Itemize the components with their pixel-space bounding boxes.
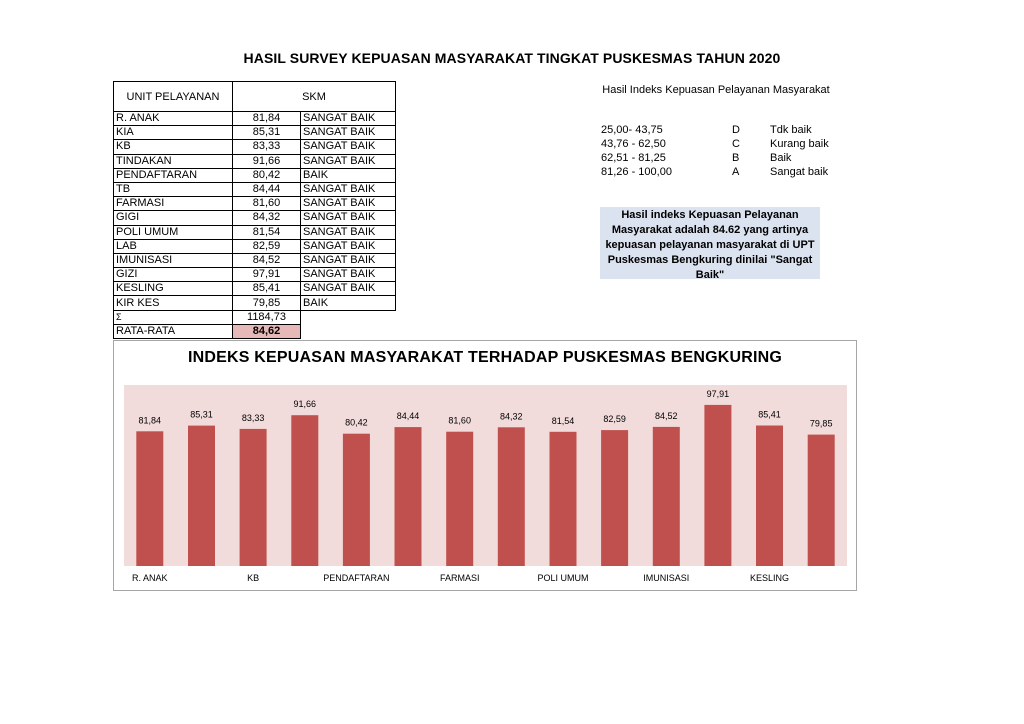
table-row: [114, 268, 396, 282]
data-label: 85,41: [758, 409, 781, 420]
bar-farmasi: [446, 432, 473, 566]
grade-description: Tdk baik: [770, 124, 812, 136]
unit-cell: KIA: [114, 126, 233, 140]
score-cell: 97,91: [233, 268, 301, 282]
x-tick-label: R. ANAK: [132, 573, 168, 583]
table-row: [114, 126, 396, 140]
unit-cell: R. ANAK: [114, 112, 233, 126]
average-label: RATA-RATA: [114, 324, 233, 338]
score-cell: 85,31: [233, 126, 301, 140]
score-cell: 83,33: [233, 140, 301, 154]
table-row: [114, 253, 396, 267]
grade-range: 25,00- 43,75: [601, 124, 663, 136]
grade-cell: SANGAT BAIK: [301, 182, 396, 196]
data-label: 84,52: [655, 410, 678, 421]
unit-cell: KB: [114, 140, 233, 154]
bar-lab: [601, 430, 628, 566]
grade-cell: SANGAT BAIK: [301, 140, 396, 154]
table-row: [114, 112, 396, 126]
grade-cell: SANGAT BAIK: [301, 112, 396, 126]
data-label: 97,91: [706, 388, 730, 399]
data-label: 85,31: [190, 409, 213, 420]
unit-cell: LAB: [114, 239, 233, 253]
unit-cell: FARMASI: [114, 197, 233, 211]
chart-title: INDEKS KEPUASAN MASYARAKAT TERHADAP PUSKESMAS BENGKURING: [187, 349, 783, 366]
table-row: [114, 211, 396, 225]
score-cell: 84,52: [233, 253, 301, 267]
grade-description: Baik: [770, 152, 792, 164]
bar-chart: [114, 341, 858, 592]
unit-cell: TB: [114, 182, 233, 196]
grade-cell: SANGAT BAIK: [301, 253, 396, 267]
x-tick-label: KESLING: [749, 573, 790, 583]
data-label: 91,66: [293, 399, 317, 410]
legend-title: Hasil Indeks Kepuasan Pelayanan Masyarakat: [602, 84, 830, 96]
data-label: 81,54: [551, 415, 575, 426]
bar-gigi: [498, 427, 525, 566]
grade-cell: SANGAT BAIK: [301, 126, 396, 140]
unit-cell: GIZI: [114, 268, 233, 282]
bar-kesling: [756, 426, 783, 567]
grade-code: A: [732, 166, 740, 178]
data-label: 83,33: [241, 412, 265, 423]
x-tick-label: POLI UMUM: [537, 573, 589, 583]
grade-code: D: [732, 124, 740, 136]
grade-code: C: [732, 138, 740, 150]
data-label: 81,84: [138, 415, 162, 426]
unit-cell: GIGI: [114, 211, 233, 225]
col-header-unit: UNIT PELAYANAN: [114, 82, 233, 112]
score-cell: 85,41: [233, 282, 301, 296]
sum-label: Σ: [114, 310, 233, 324]
score-cell: 79,85: [233, 296, 301, 310]
grade-description: Sangat baik: [770, 166, 829, 178]
grade-row: [601, 166, 841, 180]
grade-row: [601, 138, 841, 152]
grade-cell: SANGAT BAIK: [301, 211, 396, 225]
grade-range: 43,76 - 62,50: [601, 138, 666, 150]
page-title: HASIL SURVEY KEPUASAN MASYARAKAT TINGKAT PUSKESMAS TAHUN 2020: [243, 50, 781, 66]
x-tick-label: KB: [247, 573, 260, 583]
grade-range: 62,51 - 81,25: [601, 152, 666, 164]
data-label: 79,85: [809, 418, 833, 429]
verdict-box: Hasil indeks Kepuasan Pelayanan Masyarakat adalah 84.62 yang artinya kepuasan pelayanan masyarakat di UPT Puskesmas Bengkuring dinilai "Sangat Baik": [600, 207, 820, 279]
unit-cell: POLI UMUM: [114, 225, 233, 239]
score-cell: 84,44: [233, 182, 301, 196]
unit-cell: TINDAKAN: [114, 154, 233, 168]
bar-kb: [240, 429, 267, 566]
grade-cell: SANGAT BAIK: [301, 154, 396, 168]
bar-gizi: [704, 405, 731, 566]
bar-kia: [188, 426, 215, 566]
unit-cell: IMUNISASI: [114, 253, 233, 267]
data-label: 81,60: [448, 415, 471, 426]
average-value: 84,62: [233, 324, 301, 338]
table-row: [114, 239, 396, 253]
x-tick-label: IMUNISASI: [643, 573, 690, 583]
grade-legend: [601, 124, 841, 180]
bar-r-anak: [136, 431, 163, 566]
grade-cell: BAIK: [301, 168, 396, 182]
bar-poli-umum: [550, 432, 577, 566]
table-row: [114, 168, 396, 182]
table-row: [114, 182, 396, 196]
unit-cell: PENDAFTARAN: [114, 168, 233, 182]
skm-table: [113, 81, 396, 339]
data-label: 80,42: [345, 417, 368, 428]
bar-pendaftaran: [343, 434, 370, 566]
bar-tb: [395, 427, 422, 566]
table-row: [114, 225, 396, 239]
unit-cell: KESLING: [114, 282, 233, 296]
table-row: [114, 282, 396, 296]
col-header-skm: SKM: [233, 82, 396, 112]
score-cell: 84,32: [233, 211, 301, 225]
chart-container: [113, 340, 857, 591]
table-row: [114, 296, 396, 310]
score-cell: 91,66: [233, 154, 301, 168]
score-cell: 81,60: [233, 197, 301, 211]
bar-tindakan: [291, 415, 318, 566]
x-tick-label: FARMASI: [439, 573, 480, 583]
bar-imunisasi: [653, 427, 680, 566]
score-cell: 80,42: [233, 168, 301, 182]
grade-cell: BAIK: [301, 296, 396, 310]
grade-cell: SANGAT BAIK: [301, 225, 396, 239]
bar-kir-kes: [808, 435, 835, 566]
score-cell: 81,84: [233, 112, 301, 126]
data-label: 84,44: [396, 411, 420, 422]
grade-cell: SANGAT BAIK: [301, 239, 396, 253]
table-row: [114, 140, 396, 154]
data-label: 82,59: [603, 414, 626, 425]
grade-cell: SANGAT BAIK: [301, 268, 396, 282]
table-row: [114, 197, 396, 211]
x-tick-label: PENDAFTARAN: [323, 573, 390, 583]
grade-row: [601, 124, 841, 138]
grade-range: 81,26 - 100,00: [601, 166, 672, 178]
grade-cell: SANGAT BAIK: [301, 197, 396, 211]
table-row: [114, 154, 396, 168]
grade-row: [601, 152, 841, 166]
score-cell: 82,59: [233, 239, 301, 253]
plot-area: [124, 385, 847, 566]
sum-value: 1184,73: [233, 310, 301, 324]
data-label: 84,32: [500, 411, 523, 422]
unit-cell: KIR KES: [114, 296, 233, 310]
score-cell: 81,54: [233, 225, 301, 239]
grade-code: B: [732, 152, 740, 164]
grade-description: Kurang baik: [770, 138, 829, 150]
grade-cell: SANGAT BAIK: [301, 282, 396, 296]
